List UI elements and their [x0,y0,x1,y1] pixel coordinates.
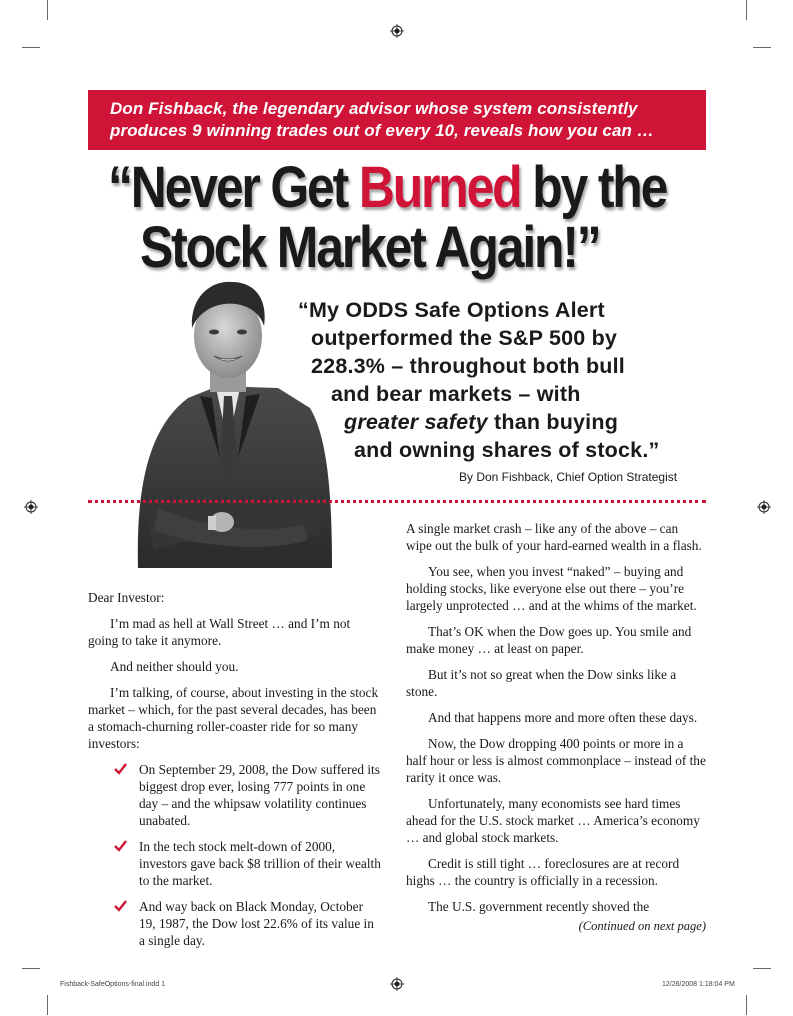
paragraph: And neither should you. [110,659,239,674]
quote-emphasis: greater safety [344,410,488,434]
headline-part-2: by the [520,155,667,220]
footer-timestamp: 12/26/2008 1:18:04 PM [662,981,735,988]
left-column [88,589,382,958]
banner-line-1: Don Fishback, the legendary advisor whose system consistently [110,99,638,118]
paragraph: A single market crash – like any of the above – can wipe out the bulk of your hard-earned wealth in a flash. [406,521,702,553]
quote-line-1: “My ODDS Safe Options Alert [298,298,605,322]
paragraph: Credit is still tight … foreclosures are at record highs … the country is officially in a recession. [406,856,680,888]
checkmark-icon [114,763,127,775]
crop-mark [753,968,771,969]
quote-line-6: and owning shares of stock.” [354,438,660,462]
paragraph: And that happens more and more often these days. [428,710,698,725]
registration-mark-icon [390,24,404,38]
paragraph: That’s OK when the Dow goes up. You smile and make money … at least on paper. [406,624,692,656]
crop-mark [746,0,747,20]
quote-line-4: and bear markets – with [331,382,581,406]
bullet-text: On September 29, 2008, the Dow suffered its biggest drop ever, losing 777 points in one day – and the whipsaw volatility continues unabated. [139,762,380,828]
dotted-divider [88,500,706,503]
registration-mark-icon [757,500,771,514]
continued-note: (Continued on next page) [578,919,706,933]
crop-mark [47,995,48,1015]
checkmark-icon [114,900,127,912]
bullet-text: In the tech stock melt-down of 2000, investors gave back $8 trillion of their wealth to the market. [139,839,381,888]
paragraph: The U.S. government recently shoved the [428,899,650,914]
right-column [406,520,706,944]
paragraph: But it’s not so great when the Dow sinks like a stone. [406,667,677,699]
bullet-item [114,761,382,829]
crop-mark [746,995,747,1015]
salutation: Dear Investor: [88,590,165,605]
paragraph: Unfortunately, many economists see hard times ahead for the U.S. stock market … America’s economy … and global stock markets. [406,796,700,845]
quote-line-5 [344,410,618,435]
crop-mark [753,47,771,48]
footer-filename: Fishback-SafeOptions-final.indd 1 [60,981,166,988]
paragraph: Now, the Dow dropping 400 points or more in a half hour or less is almost commonplace – instead of the rarity it once was. [406,736,706,785]
paragraph: You see, when you invest “naked” – buying and holding stocks, like everyone else out there – you’re largely unprotected … and at the whims of the market. [406,564,697,613]
banner-line-2: produces 9 winning trades out of every 10, reveals how you can … [110,121,654,140]
quote-line-5-rest: than buying [487,410,619,434]
crop-mark [22,47,40,48]
paragraph: I’m talking, of course, about investing in the stock market – which, for the past several decades, has been a stomach-churning roller-coaster ride for so many investors: [88,685,379,751]
registration-mark-icon [390,977,404,991]
bullet-item [114,898,382,949]
headline-highlight: Burned [358,155,521,220]
bullet-text: And way back on Black Monday, October 19, 1987, the Dow lost 22.6% of its value in a single day. [139,899,374,948]
quote-byline: By Don Fishback, Chief Option Strategist [459,470,678,484]
quote-line-3: 228.3% – throughout both bull [311,354,625,378]
intro-banner [88,90,706,150]
headline-line-2: Stock Market Again!” [140,215,600,280]
headline-line-1 [108,154,666,221]
crop-mark [47,0,48,20]
checkmark-icon [114,840,127,852]
paragraph: I’m mad as hell at Wall Street … and I’m not going to take it anymore. [88,616,351,648]
quote-line-2: outperformed the S&P 500 by [311,326,618,350]
headline-part-1: “Never Get [108,155,359,220]
bullet-item [114,838,382,889]
crop-mark [22,968,40,969]
registration-mark-icon [24,500,38,514]
